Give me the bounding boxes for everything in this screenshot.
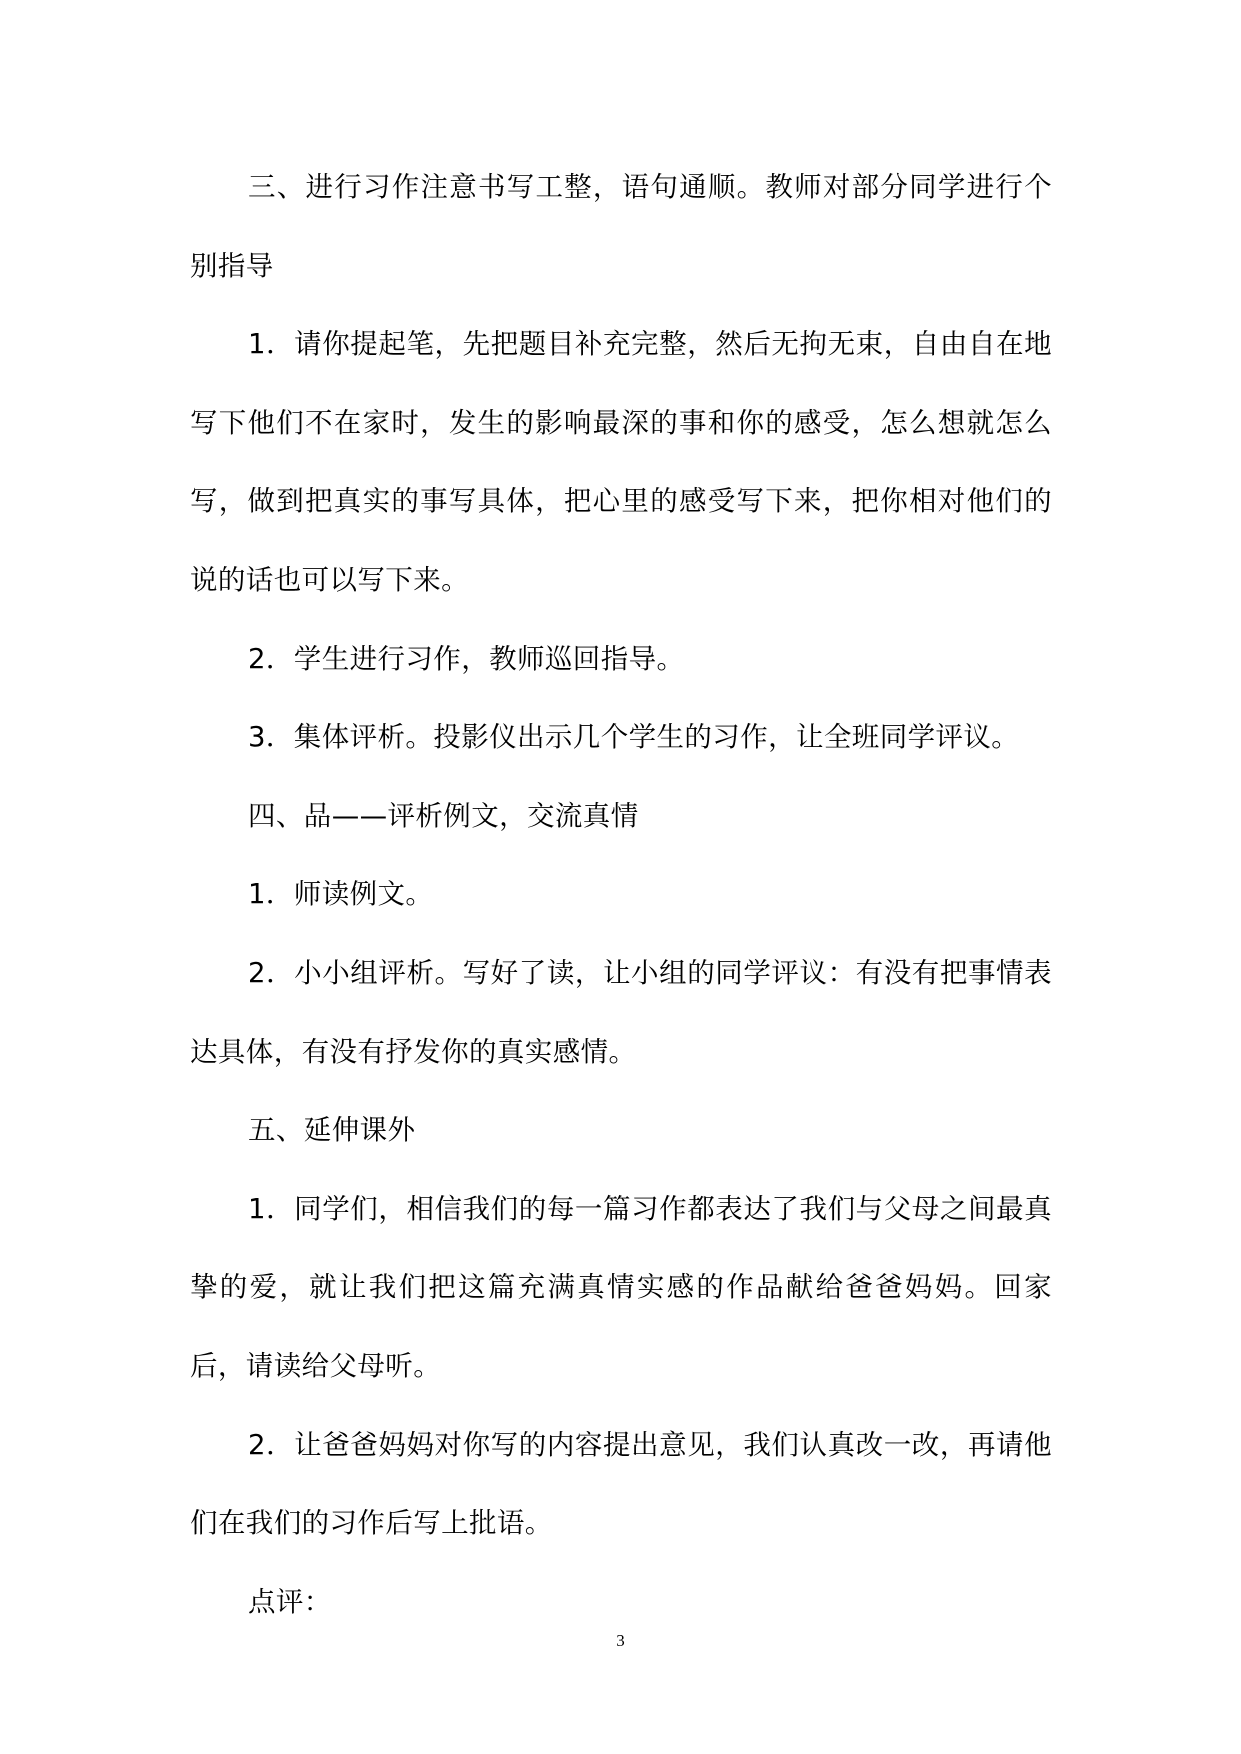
paragraph-comment-label: 点评： <box>248 1585 332 1618</box>
paragraph-section-five: 五、延伸课外 <box>248 1114 416 1147</box>
paragraph-item-4-2: 2．小小组评析。写好了读，让小组的同学评议：有没有把事情表达具体，有没有抒发你的真实感情。 <box>190 956 1052 1068</box>
paragraph-item-5-1: 1．同学们，相信我们的每一篇习作都表达了我们与父母之间最真挚的爱，就让我们把这篇充满真情实感的作品献给爸爸妈妈。回家后，请读给父母听。 <box>190 1192 1052 1382</box>
paragraph-item-3: 3．集体评析。投影仪出示几个学生的习作，让全班同学评议。 <box>248 721 1020 754</box>
paragraph-item-2: 2．学生进行习作，教师巡回指导。 <box>248 642 685 675</box>
paragraph-item-4-1: 1．师读例文。 <box>248 878 434 911</box>
paragraph-section-four: 四、品——评析例文，交流真情 <box>248 799 639 832</box>
document-body <box>190 148 1052 1641</box>
page-number: 3 <box>616 1631 625 1650</box>
paragraph-item-1: 1．请你提起笔，先把题目补充完整，然后无拘无束，自由自在地写下他们不在家时，发生的影响最深的事和你的感受，怎么想就怎么写，做到把真实的事写具体，把心里的感受写下来，把你相对他们的说的话也可以写下来。 <box>190 328 1052 596</box>
paragraph-section-three: 三、进行习作注意书写工整，语句通顺。教师对部分同学进行个别指导 <box>190 171 1052 282</box>
paragraph-item-5-2: 2．让爸爸妈妈对你写的内容提出意见，我们认真改一改，再请他们在我们的习作后写上批语。 <box>190 1428 1052 1540</box>
